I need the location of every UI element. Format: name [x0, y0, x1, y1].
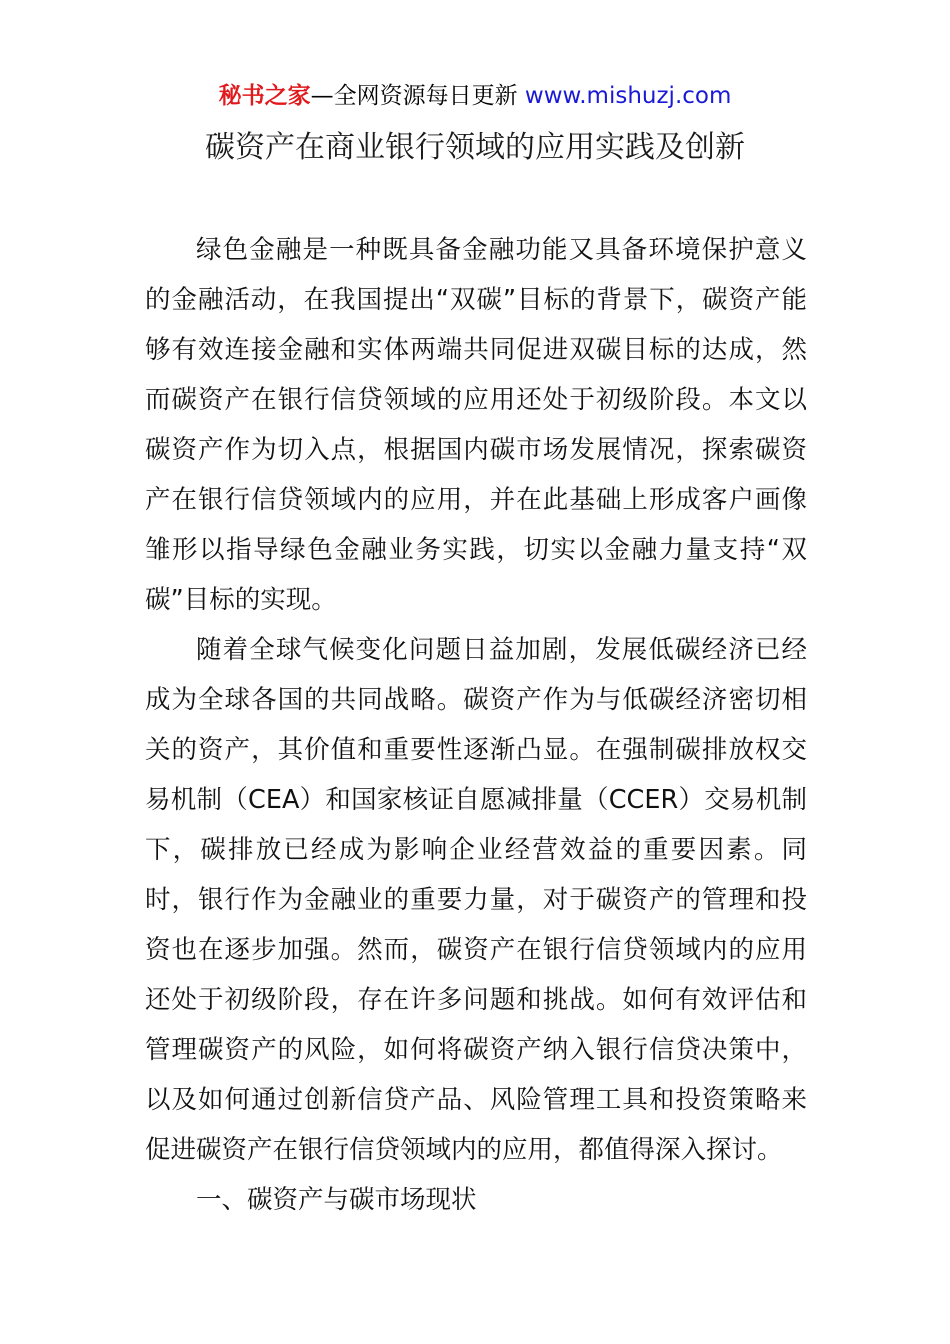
site-url-link[interactable]: www.mishuzj.com [524, 83, 732, 109]
brand-name: 秘书之家 [218, 83, 311, 109]
site-tagline: —全网资源每日更新 [310, 83, 525, 109]
paragraph-2: 随着全球气候变化问题日益加剧，发展低碳经济已经成为全球各国的共同战略。碳资产作为与低碳经济密切相关的资产，其价值和重要性逐渐凸显。在强制碳排放权交易机制（CEA）和国家核证自愿减排量（CCER）交易机制下，碳排放已经成为影响企业经营效益的重要因素。同时，银行作为金融业的重要力量，对于碳资产的管理和投资也在逐步加强。然而，碳资产在银行信贷领域内的应用还处于初级阶段，存在许多问题和挑战。如何有效评估和管理碳资产的风险，如何将碳资产纳入银行信贷决策中，以及如何通过创新信贷产品、风险管理工具和投资策略来促进碳资产在银行信贷领域内的应用，都值得深入探讨。 [145, 635, 807, 1165]
paragraph-1: 绿色金融是一种既具备金融功能又具备环境保护意义的金融活动，在我国提出“双碳”目标的背景下，碳资产能够有效连接金融和实体两端共同促进双碳目标的达成，然而碳资产在银行信贷领域的应用还处于初级阶段。本文以碳资产作为切入点，根据国内碳市场发展情况，探索碳资产在银行信贷领域内的应用，并在此基础上形成客户画像雏形以指导绿色金融业务实践，切实以金融力量支持“双碳”目标的实现。 [145, 235, 807, 615]
document-body [145, 225, 807, 1225]
section-heading: 一、碳资产与碳市场现状 [196, 1185, 477, 1215]
site-header [0, 82, 950, 110]
document-title: 碳资产在商业银行领域的应用实践及创新 [205, 130, 745, 165]
